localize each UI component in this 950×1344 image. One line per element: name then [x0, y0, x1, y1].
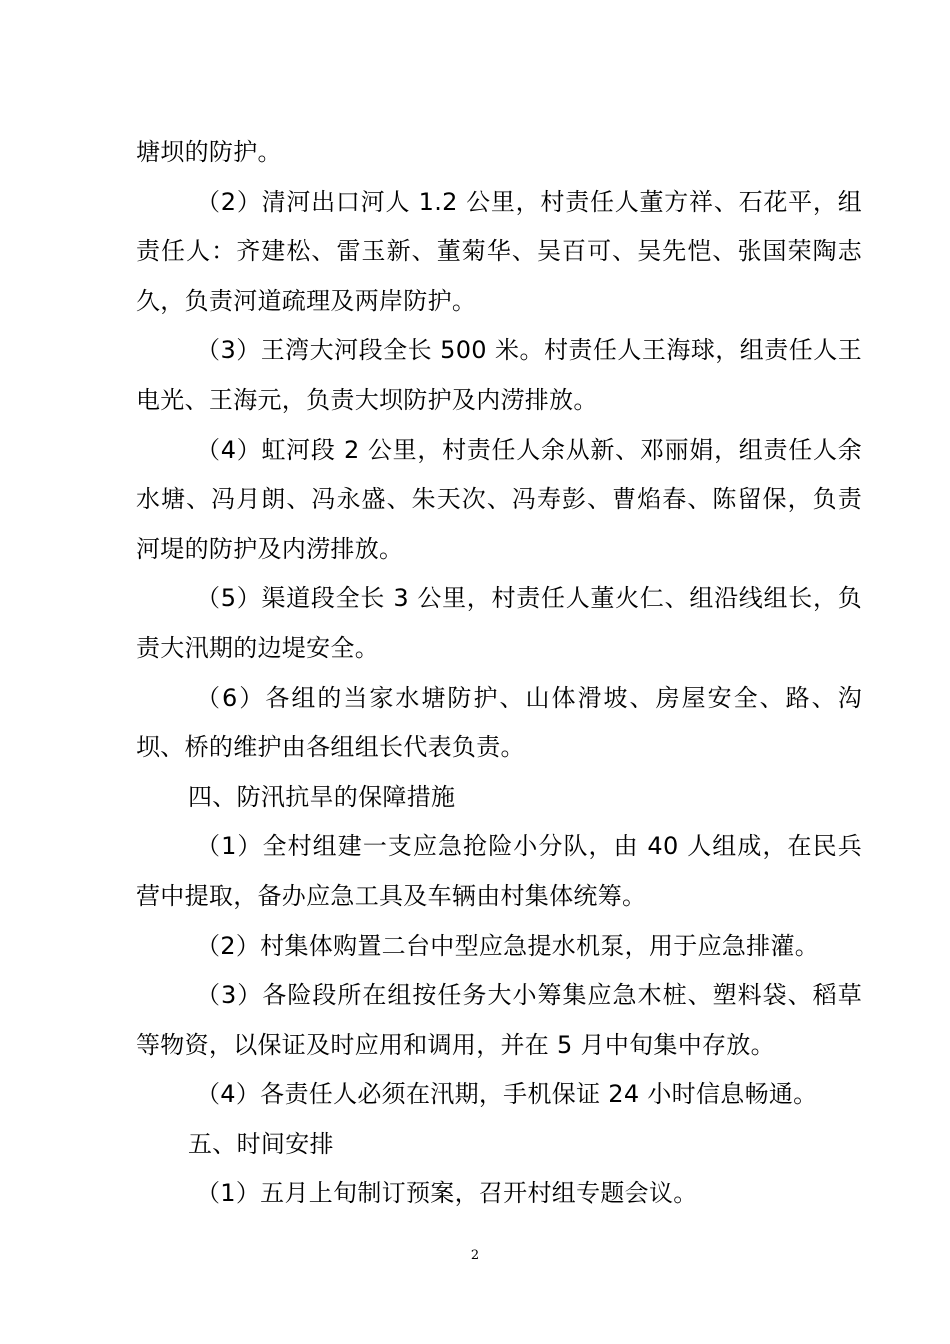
paragraph-item-3-wangwan: （3）王湾大河段全长 500 米。村责任人王海球，组责任人王电光、王海元，负责大坝防护及内涝排放。: [136, 336, 862, 414]
paragraph-safeguard-1: （1）全村组建一支应急抢险小分队，由 40 人组成，在民兵营中提取，备办应急工具及车辆由村集体统筹。: [136, 832, 862, 910]
page-number: 2: [470, 1248, 480, 1263]
paragraph-item-5-canal: （5）渠道段全长 3 公里，村责任人董火仁、组沿线组长，负责大汛期的边堤安全。: [136, 584, 862, 662]
document-body: [136, 128, 862, 1219]
paragraph-safeguard-3: （3）各险段所在组按任务大小筹集应急木桩、塑料袋、稻草等物资，以保证及时应用和调用，并在 5 月中旬集中存放。: [136, 981, 862, 1059]
paragraph-safeguard-4: （4）各责任人必须在汛期，手机保证 24 小时信息畅通。: [196, 1080, 818, 1109]
paragraph-item-4-honghe: （4）虹河段 2 公里，村责任人余从新、邓丽娟，组责任人余水塘、冯月朗、冯永盛、朱天次、冯寿彭、曹焰春、陈留保，负责河堤的防护及内涝排放。: [136, 435, 862, 563]
paragraph-schedule-1: （1）五月上旬制订预案，召开村组专题会议。: [196, 1179, 698, 1208]
paragraph-item-2-qinghe: （2）清河出口河人 1.2 公里，村责任人董方祥、石花平，组责任人：齐建松、雷玉新、董菊华、吴百可、吴先恺、张国荣陶志久，负责河道疏理及两岸防护。: [136, 187, 862, 315]
section-heading-safeguards: 四、防汛抗旱的保障措施: [188, 782, 456, 811]
section-heading-schedule: 五、时间安排: [188, 1129, 334, 1158]
paragraph-safeguard-2: （2）村集体购置二台中型应急提水机泵，用于应急排灌。: [196, 931, 820, 960]
paragraph-item-6-groups: （6）各组的当家水塘防护、山体滑坡、房屋安全、路、沟坝、桥的维护由各组组长代表负责。: [136, 683, 862, 762]
paragraph-continuation: 塘坝的防护。: [136, 138, 282, 166]
